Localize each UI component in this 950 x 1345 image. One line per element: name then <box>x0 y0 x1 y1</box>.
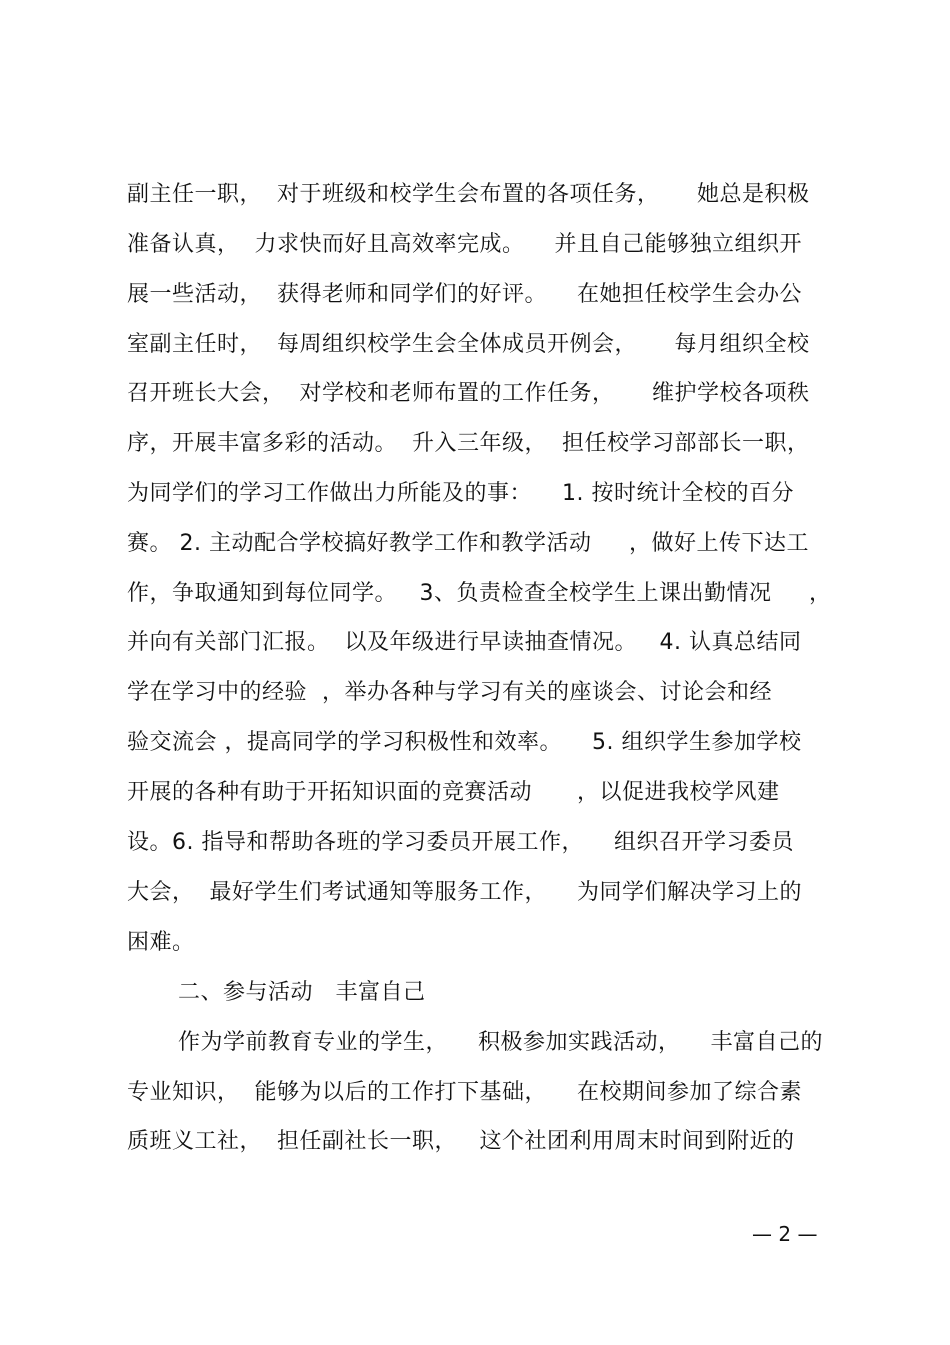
body-line: 作为学前教育专业的学生， 积极参加实践活动， 丰富自己的 <box>178 1030 823 1055</box>
body-line: 大会， 最好学生们考试通知等服务工作， 为同学们解决学习上的 <box>127 880 802 905</box>
body-line: 并向有关部门汇报。 以及年级进行早读抽查情况。 4. 认真总结同 <box>127 630 802 655</box>
section-heading: 二、参与活动 丰富自己 <box>178 980 426 1005</box>
body-line: 序，开展丰富多彩的活动。 升入三年级， 担任校学习部部长一职， <box>127 431 810 456</box>
page-number: — 2 — <box>752 1222 818 1246</box>
body-line: 验交流会 ，提高同学的学习积极性和效率。 5. 组织学生参加学校 <box>127 730 802 755</box>
body-line: 召开班长大会， 对学校和老师布置的工作任务， 维护学校各项秩 <box>127 381 810 406</box>
body-line: 作，争取通知到每位同学。 3、负责检查全校学生上课出勤情况 ， <box>127 581 832 606</box>
body-line: 学在学习中的经验 ，举办各种与学习有关的座谈会、讨论会和经 <box>127 680 772 705</box>
body-line: 质班义工社， 担任副社长一职， 这个社团利用周末时间到附近的 <box>127 1129 795 1154</box>
body-line: 专业知识， 能够为以后的工作打下基础， 在校期间参加了综合素 <box>127 1080 802 1105</box>
body-line: 设。6. 指导和帮助各班的学习委员开展工作， 组织召开学习委员 <box>127 830 794 855</box>
body-line: 展一些活动， 获得老师和同学们的好评。 在她担任校学生会办公 <box>127 282 802 307</box>
body-line: 开展的各种有助于开拓知识面的竞赛活动 ，以促进我校学风建 <box>127 780 780 805</box>
body-line: 赛。 2. 主动配合学校搞好教学工作和教学活动 ，做好上传下达工 <box>127 531 809 556</box>
body-line: 困难。 <box>127 930 195 955</box>
body-line: 准备认真， 力求快而好且高效率完成。 并且自己能够独立组织开 <box>127 232 802 257</box>
body-line: 副主任一职， 对于班级和校学生会布置的各项任务， 她总是积极 <box>127 182 810 207</box>
body-line: 室副主任时， 每周组织校学生会全体成员开例会， 每月组织全校 <box>127 332 810 357</box>
body-line: 为同学们的学习工作做出力所能及的事： 1. 按时统计全校的百分 <box>127 481 794 506</box>
